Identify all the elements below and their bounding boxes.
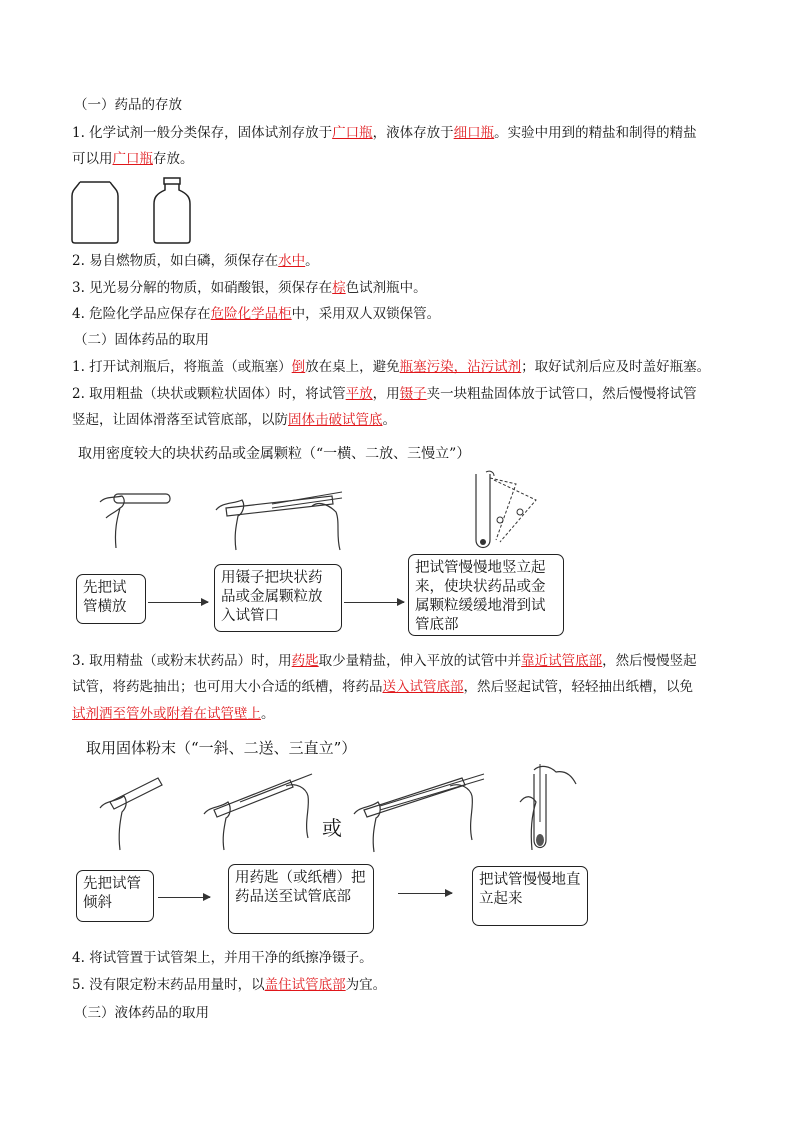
paragraph-2: 2. 易自燃物质，如白磷，须保存在水中。: [72, 253, 319, 269]
paper-trough-feeding-tube-illustration: [350, 770, 490, 854]
hand-holding-horizontal-tube-illustration: [96, 488, 176, 558]
paragraph-solid-3-line-2: 试管，将药匙抽出；也可用大小合适的纸槽，将药品送入试管底部，然后竖起试管，轻轻抽出纸槽，以免: [72, 679, 693, 695]
flow-arrow: [148, 602, 208, 603]
answer-blank: 倒: [291, 359, 306, 375]
step-box-lay-flat: 先把试管横放: [76, 574, 146, 624]
hand-holding-upright-tube-illustration: [510, 762, 580, 854]
step-box-upright-tube: 把试管慢慢地直立起来: [472, 866, 588, 926]
figure-caption-powder: 取用固体粉末（“一斜、二送、三直立”）: [86, 739, 357, 757]
paragraph-solid-1: 1. 打开试剂瓶后，将瓶盖（或瓶塞）倒放在桌上，避免瓶塞污染，沾污试剂；取好试剂后应及时盖好瓶塞。: [72, 359, 711, 375]
section-heading-solid: （二）固体药品的取用: [74, 332, 209, 348]
answer-blank: 广口瓶: [112, 151, 153, 167]
answer-blank: 盖住试管底部: [264, 977, 346, 993]
answer-blank: 水中: [278, 253, 306, 269]
wide-mouth-bottle-illustration: [70, 180, 120, 244]
spoon-feeding-tube-illustration: [200, 772, 320, 852]
figure-caption-block-solid: 取用密度较大的块状药品或金属颗粒（“一横、二放、三慢立”）: [78, 446, 471, 462]
answer-blank: 药匙: [291, 653, 319, 669]
answer-blank: 棕: [332, 280, 346, 296]
paragraph-solid-2-line-1: 2. 取用粗盐（块状或颗粒状固体）时，将试管平放，用镊子夹一块粗盐固体放于试管口，然后慢慢将试管: [72, 386, 697, 402]
paragraph-solid-3-line-1: 3. 取用精盐（或粉末状药品）时，用药匙取少量精盐，伸入平放的试管中并靠近试管底部，然后慢慢竖起: [72, 653, 697, 669]
answer-blank: 送入试管底部: [382, 679, 464, 695]
step-box-deliver-powder: 用药匙（或纸槽）把药品送至试管底部: [228, 864, 374, 934]
paragraph-solid-2-line-2: 竖起，让固体滑落至试管底部，以防固体击破试管底。: [72, 412, 396, 428]
step-box-stand-upright: 把试管慢慢地竖立起来，使块状药品或金属颗粒缓缓地滑到试管底部: [408, 554, 564, 636]
answer-blank: 固体击破试管底: [288, 412, 383, 428]
section-heading-liquid: （三）液体药品的取用: [74, 1005, 209, 1021]
paragraph-4: 4. 危险化学品应保存在危险化学品柜中，采用双人双锁保管。: [72, 306, 441, 322]
or-label: 或: [322, 816, 342, 840]
paragraph-solid-5: 5. 没有限定粉末药品用量时，以盖住试管底部为宜。: [72, 977, 387, 993]
hand-tilting-tube-illustration: [96, 772, 176, 852]
paragraph-solid-3-line-3: 试剂洒至管外或附着在试管壁上。: [72, 706, 275, 722]
step-box-place-solid: 用镊子把块状药品或金属颗粒放入试管口: [214, 564, 342, 632]
answer-blank: 靠近试管底部: [521, 653, 603, 669]
answer-blank: 细口瓶: [453, 125, 495, 141]
answer-blank: 试剂洒至管外或附着在试管壁上: [72, 706, 261, 722]
paragraph-solid-4: 4. 将试管置于试管架上，并用干净的纸擦净镊子。: [72, 950, 373, 966]
flow-arrow: [398, 893, 452, 894]
answer-blank: 平放: [345, 386, 373, 402]
section-heading-storage: （一）药品的存放: [74, 97, 182, 113]
paragraph-3: 3. 见光易分解的物质，如硝酸银，须保存在棕色试剂瓶中。: [72, 280, 427, 296]
step-box-tilt-tube: 先把试管倾斜: [76, 870, 154, 922]
answer-blank: 瓶塞污染，沾污试剂: [399, 359, 522, 375]
paragraph-1-line-1: 1. 化学试剂一般分类保存，固体试剂存放于广口瓶，液体存放于细口瓶。实验中用到的精盐和制得的精盐: [72, 125, 697, 141]
flow-arrow: [344, 602, 404, 603]
answer-blank: 广口瓶: [332, 125, 373, 141]
answer-blank: 镊子: [399, 386, 427, 402]
flow-arrow: [158, 897, 210, 898]
tube-rotating-upright-illustration: [470, 470, 550, 554]
paragraph-1-line-2: 可以用广口瓶存放。: [72, 151, 194, 167]
narrow-mouth-bottle-illustration: [152, 176, 192, 244]
answer-blank: 危险化学品柜: [210, 306, 292, 322]
tweezers-placing-solid-illustration: [212, 486, 352, 556]
